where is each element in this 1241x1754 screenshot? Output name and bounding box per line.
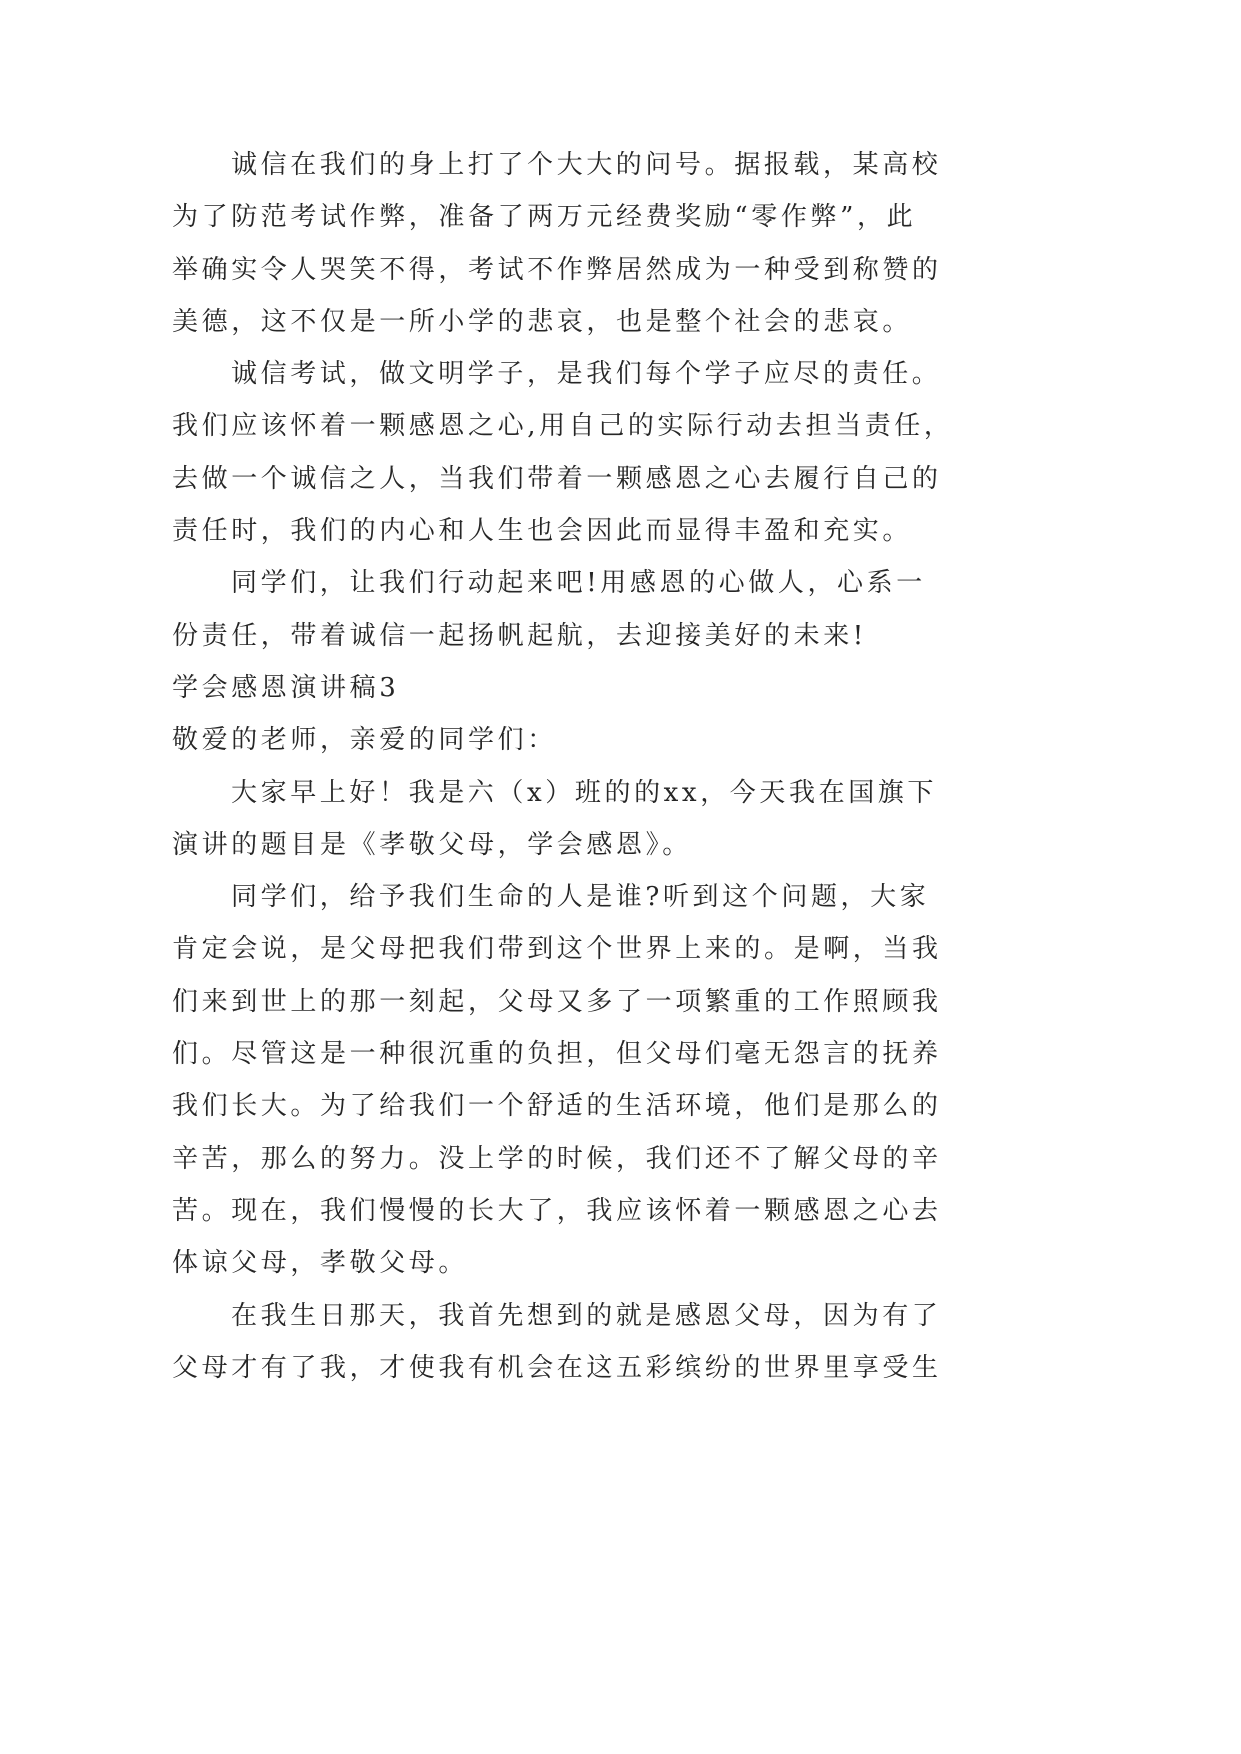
text-line: 体谅父母，孝敬父母。 (172, 1248, 469, 1279)
text-line: 大家早上好！我是六（x）班的的xx，今天我在国旗下 (231, 777, 937, 808)
text-line: 诚信考试，做文明学子，是我们每个学子应尽的责任。 (231, 359, 942, 390)
paragraph (172, 557, 992, 662)
text-line: 责任时，我们的内心和人生也会因此而显得丰盈和充实。 (172, 516, 913, 547)
text-line: 举确实令人哭笑不得，考试不作弊居然成为一种受到称赞的 (172, 254, 942, 285)
text-line: 份责任，带着诚信一起扬帆起航，去迎接美好的未来! (172, 620, 867, 651)
text-line: 们。尽管这是一种很沉重的负担，但父母们毫无怨言的抚养 (172, 1039, 942, 1070)
text-line: 美德，这不仅是一所小学的悲哀，也是整个社会的悲哀。 (172, 306, 913, 337)
text-line: 我们长大。为了给我们一个舒适的生活环境，他们是那么的 (172, 1091, 942, 1122)
document-body (172, 139, 992, 1394)
text-line: 辛苦，那么的努力。没上学的时候，我们还不了解父母的辛 (172, 1143, 942, 1174)
text-line: 演讲的题目是《孝敬父母，学会感恩》。 (172, 829, 692, 860)
text-line: 我们应该怀着一颗感恩之心,用自己的实际行动去担当责任， (172, 411, 954, 442)
paragraph (172, 1290, 992, 1395)
paragraph (172, 348, 992, 557)
text-line: 同学们，让我们行动起来吧!用感恩的心做人，心系一 (231, 568, 926, 599)
text-line: 同学们，给予我们生命的人是谁?听到这个问题，大家 (231, 882, 930, 913)
text-line: 苦。现在，我们慢慢的长大了，我应该怀着一颗感恩之心去 (172, 1195, 942, 1226)
text-line: 为了防范考试作弊，准备了两万元经费奖励“零作弊”，此 (172, 202, 917, 233)
speech-title: 学会感恩演讲稿3 (172, 672, 400, 703)
text-line: 们来到世上的那一刻起，父母又多了一项繁重的工作照顾我 (172, 986, 942, 1017)
paragraph (172, 871, 992, 1289)
salutation: 敬爱的老师，亲爱的同学们： (172, 725, 557, 756)
text-line: 诚信在我们的身上打了个大大的问号。据报载，某高校 (231, 150, 942, 180)
text-line: 在我生日那天，我首先想到的就是感恩父母，因为有了 (231, 1300, 942, 1331)
text-line: 肯定会说，是父母把我们带到这个世界上来的。是啊，当我 (172, 934, 942, 965)
paragraph (172, 139, 992, 348)
text-line: 父母才有了我，才使我有机会在这五彩缤纷的世界里享受生 (172, 1352, 942, 1383)
text-line: 去做一个诚信之人，当我们带着一颗感恩之心去履行自己的 (172, 463, 942, 494)
paragraph (172, 767, 992, 872)
